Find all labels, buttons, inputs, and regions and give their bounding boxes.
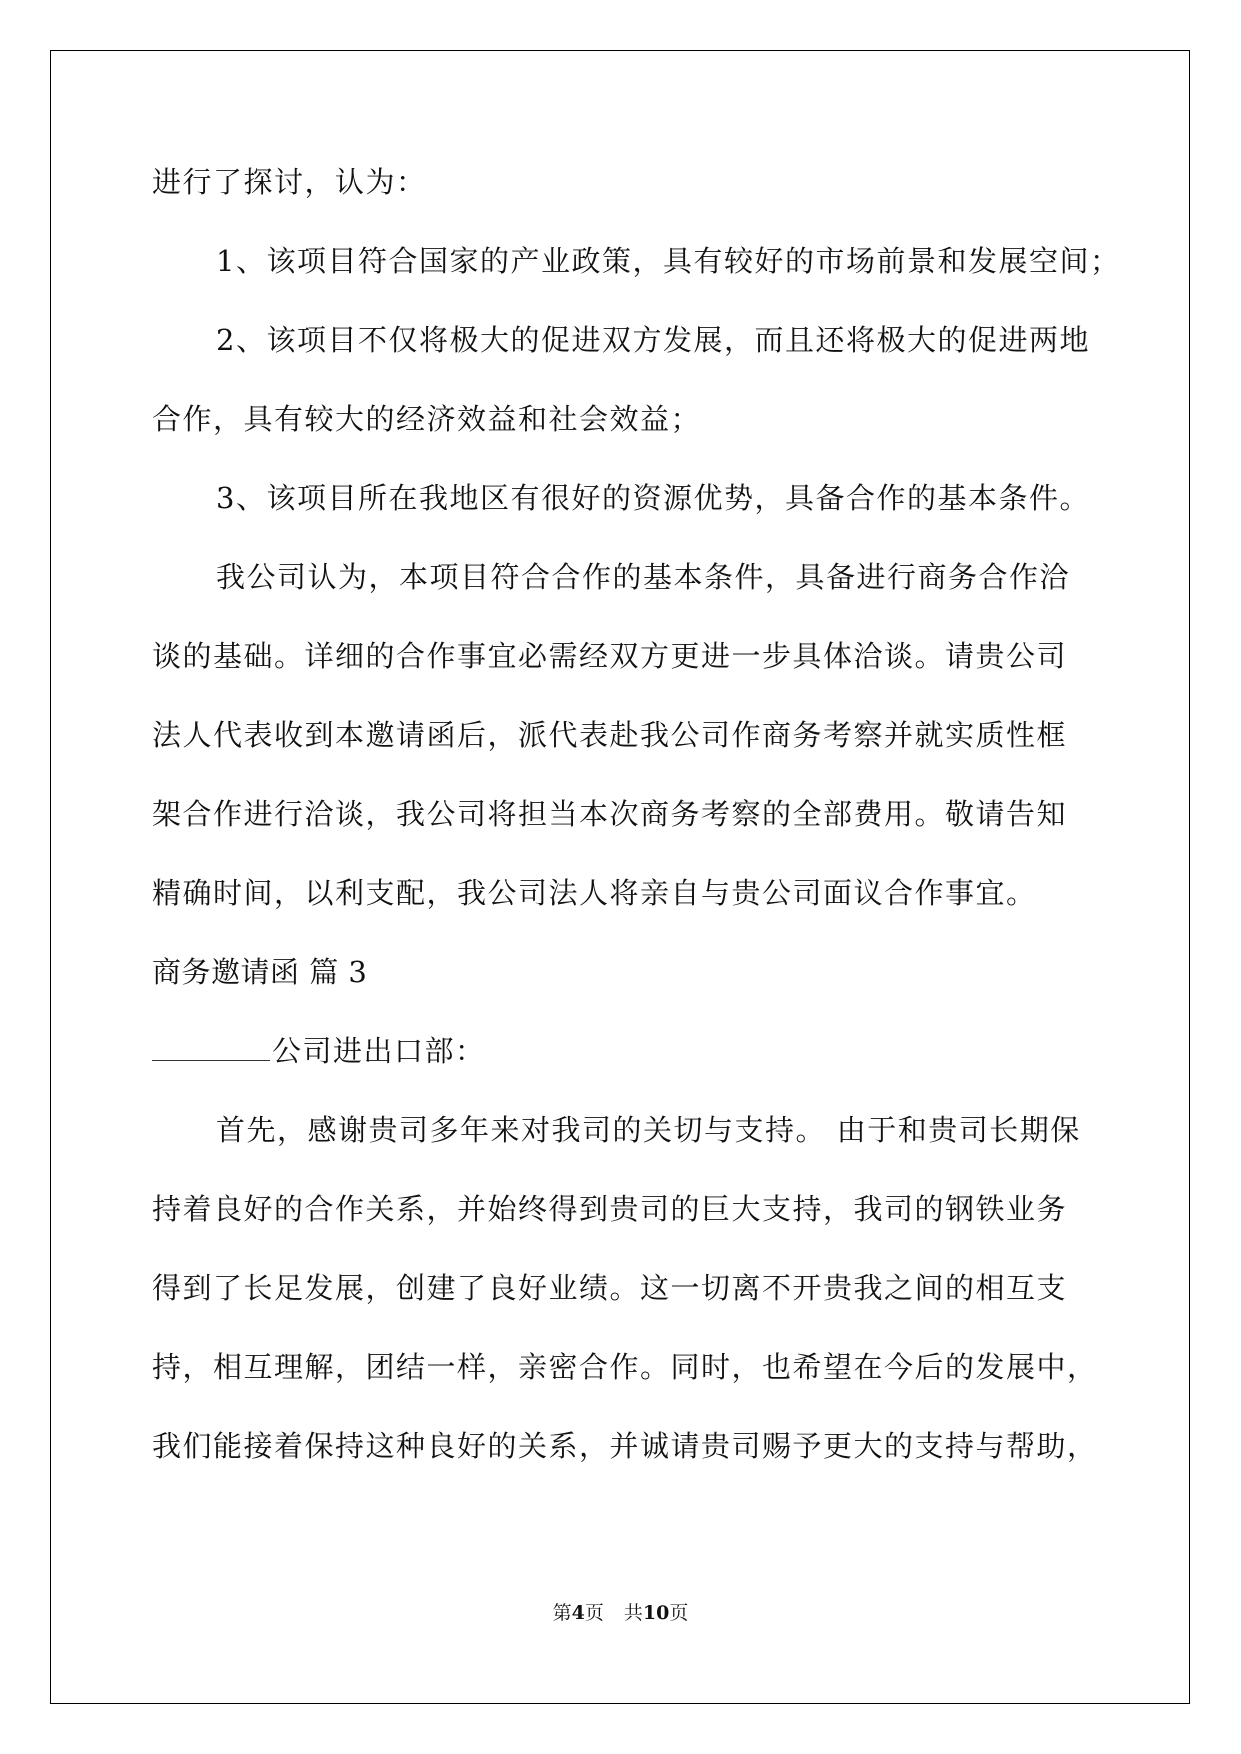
- page-footer: [0, 1598, 1241, 1625]
- page-suffix: 页: [584, 1602, 604, 1624]
- text-line: 精确时间，以利支配，我公司法人将亲自与贵公司面议合作事宜。: [152, 876, 1037, 910]
- document-body: [152, 165, 1121, 1511]
- text-line: 我公司认为，本项目符合合作的基本条件，具备进行商务合作洽: [216, 560, 1071, 594]
- text-line: 谈的基础。详细的合作事宜必需经双方更进一步具体洽谈。请贵公司: [152, 639, 1068, 673]
- text-line: 3、该项目所在我地区有很好的资源优势，具备合作的基本条件。: [216, 481, 1090, 515]
- text-line: 持着良好的合作关系，并始终得到贵司的巨大支持，我司的钢铁业务: [152, 1192, 1068, 1226]
- text-line: 合作，具有较大的经济效益和社会效益；: [152, 402, 702, 436]
- total-suffix: 页: [669, 1602, 689, 1624]
- current-page-number: 4: [571, 1602, 585, 1624]
- text-line: 进行了探讨，认为：: [152, 165, 427, 199]
- text-line: 1、该项目符合国家的产业政策，具有较好的市场前景和发展空间；: [216, 244, 1121, 278]
- addressee-line: [152, 1034, 1092, 1116]
- addressee-text: 公司进出口部：: [272, 1034, 486, 1068]
- text-line: 得到了长足发展，创建了良好业绩。这一切离不开贵我之间的相互支: [152, 1271, 1068, 1305]
- text-line: 我们能接着保持这种良好的关系，并诚请贵司赐予更大的支持与帮助，: [152, 1429, 1098, 1463]
- text-line: 架合作进行洽谈，我公司将担当本次商务考察的全部费用。敬请告知: [152, 797, 1068, 831]
- page-prefix: 第: [552, 1602, 572, 1624]
- section-heading: 商务邀请函 篇 3: [152, 955, 368, 989]
- text-line: 2、该项目不仅将极大的促进双方发展，而且还将极大的促进两地: [216, 323, 1090, 357]
- total-page-number: 10: [642, 1602, 670, 1624]
- blank-fill-line: [152, 1038, 270, 1061]
- text-line: 持，相互理解，团结一样，亲密合作。同时，也希望在今后的发展中，: [152, 1350, 1098, 1384]
- text-line: 首先，感谢贵司多年来对我司的关切与支持。 由于和贵司长期保: [216, 1113, 1081, 1147]
- text-line: 法人代表收到本邀请函后，派代表赴我公司作商务考察并就实质性框: [152, 718, 1068, 752]
- total-prefix: 共: [623, 1602, 643, 1624]
